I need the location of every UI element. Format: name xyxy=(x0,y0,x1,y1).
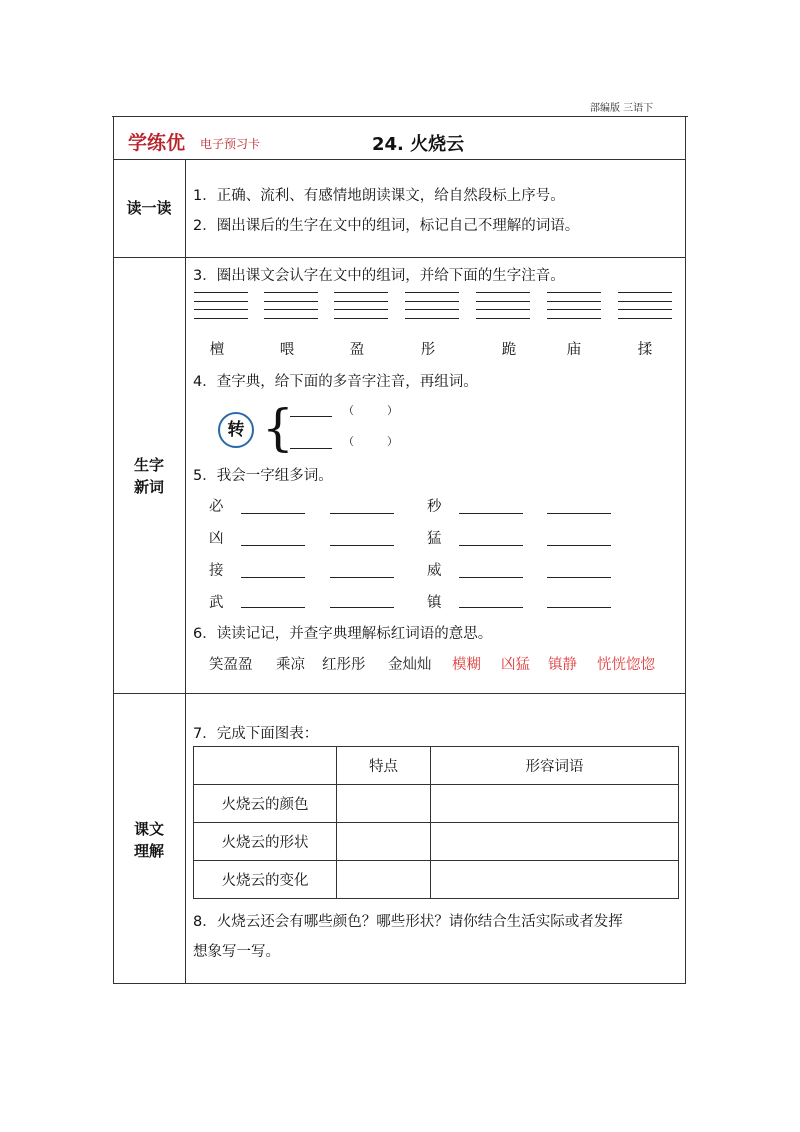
word-blank[interactable] xyxy=(459,607,523,608)
table-header-cell xyxy=(194,747,337,785)
table-answer-cell[interactable] xyxy=(337,861,431,899)
q3-character: 揉 xyxy=(637,342,653,358)
edition-label: 部编版 三语下 xyxy=(590,103,654,114)
q3-character: 檀 xyxy=(209,342,225,358)
word-blank[interactable] xyxy=(547,513,611,514)
q5-character: 武 xyxy=(209,595,224,611)
pinyin-blank[interactable] xyxy=(290,416,332,417)
table-answer-cell[interactable] xyxy=(337,785,431,823)
word-blank[interactable] xyxy=(241,607,305,608)
word-paren[interactable]: （ ） xyxy=(343,435,398,448)
question-8-line1: 8．火烧云还会有哪些颜色？哪些形状？请你结合生活实际或者发挥 xyxy=(193,914,623,930)
word-blank[interactable] xyxy=(547,545,611,546)
q3-character: 庙 xyxy=(566,342,582,358)
q5-character: 镇 xyxy=(427,595,442,611)
section-label-read: 读一读 xyxy=(126,199,172,217)
vocab-word: 红彤彤 xyxy=(322,657,366,673)
question-5: 5．我会一字组多词。 xyxy=(193,468,333,484)
vocab-word: 笑盈盈 xyxy=(209,657,253,673)
q5-character: 猛 xyxy=(427,531,442,547)
q3-character: 盈 xyxy=(349,342,365,358)
word-blank[interactable] xyxy=(459,545,523,546)
table-row xyxy=(194,861,679,899)
word-blank[interactable] xyxy=(330,577,394,578)
pinyin-lines[interactable] xyxy=(334,292,388,326)
header-divider xyxy=(113,159,686,160)
word-blank[interactable] xyxy=(241,545,305,546)
row-divider-1 xyxy=(113,257,686,258)
table-header-row xyxy=(194,747,679,785)
question-8-line2: 想象写一写。 xyxy=(193,944,280,960)
vocab-word-highlighted: 恍恍惚惚 xyxy=(597,657,655,673)
question-6: 6．读读记记，并查字典理解标红词语的意思。 xyxy=(193,626,493,642)
table-header-cell: 形容词语 xyxy=(431,747,679,785)
curly-brace-icon: { xyxy=(262,399,294,457)
polyphone-character: 转 xyxy=(218,412,254,448)
pinyin-lines[interactable] xyxy=(618,292,672,326)
q5-character: 威 xyxy=(427,563,442,579)
table-row xyxy=(194,823,679,861)
word-blank[interactable] xyxy=(547,577,611,578)
word-paren[interactable]: （ ） xyxy=(343,404,398,417)
pinyin-lines[interactable] xyxy=(476,292,530,326)
pinyin-lines[interactable] xyxy=(547,292,601,326)
table-row xyxy=(194,785,679,823)
table-row-label: 火烧云的变化 xyxy=(194,861,337,899)
vocab-word: 金灿灿 xyxy=(388,657,432,673)
table-row-label: 火烧云的颜色 xyxy=(194,785,337,823)
question-3: 3．圈出课文会认字在文中的组词，并给下面的生字注音。 xyxy=(193,268,565,284)
vocab-word-highlighted: 模糊 xyxy=(452,657,481,673)
table-answer-cell[interactable] xyxy=(337,823,431,861)
q3-character: 跪 xyxy=(501,342,517,358)
pinyin-lines[interactable] xyxy=(405,292,459,326)
row-divider-2 xyxy=(113,693,686,694)
table-answer-cell[interactable] xyxy=(431,823,679,861)
q5-character: 凶 xyxy=(209,531,224,547)
table-answer-cell[interactable] xyxy=(431,785,679,823)
vocab-word-highlighted: 凶猛 xyxy=(501,657,530,673)
q5-character: 秒 xyxy=(427,499,442,515)
word-blank[interactable] xyxy=(330,545,394,546)
pinyin-blank[interactable] xyxy=(290,448,332,449)
question-4: 4．查字典，给下面的多音字注音，再组词。 xyxy=(193,374,478,390)
table-answer-cell[interactable] xyxy=(431,861,679,899)
q5-character: 接 xyxy=(209,563,224,579)
page-title: 24. 火烧云 xyxy=(372,134,465,155)
word-blank[interactable] xyxy=(459,513,523,514)
label-column-divider xyxy=(185,159,186,984)
table-row-label: 火烧云的形状 xyxy=(194,823,337,861)
pinyin-lines[interactable] xyxy=(194,292,248,326)
q3-character: 喂 xyxy=(279,342,295,358)
brand-subtitle: 电子预习卡 xyxy=(200,137,261,151)
q3-character: 彤 xyxy=(420,342,436,358)
vocab-word: 乘凉 xyxy=(276,657,305,673)
word-blank[interactable] xyxy=(547,607,611,608)
question-1: 1．正确、流利、有感情地朗读课文，给自然段标上序号。 xyxy=(193,188,565,204)
pinyin-lines[interactable] xyxy=(264,292,318,326)
section-label-comprehension: 课文 理解 xyxy=(133,820,164,860)
word-blank[interactable] xyxy=(459,577,523,578)
brand-logo: 学练优 xyxy=(128,132,186,154)
question-2: 2．圈出课后的生字在文中的组词，标记自己不理解的词语。 xyxy=(193,218,580,234)
question-7: 7．完成下面图表： xyxy=(193,726,319,742)
q5-character: 必 xyxy=(209,499,224,515)
comprehension-table xyxy=(193,746,679,899)
word-blank[interactable] xyxy=(241,513,305,514)
section-label-new-words: 生字 新词 xyxy=(133,456,164,496)
table-header-cell: 特点 xyxy=(337,747,431,785)
word-blank[interactable] xyxy=(330,607,394,608)
vocab-word-highlighted: 镇静 xyxy=(548,657,577,673)
word-blank[interactable] xyxy=(330,513,394,514)
word-blank[interactable] xyxy=(241,577,305,578)
